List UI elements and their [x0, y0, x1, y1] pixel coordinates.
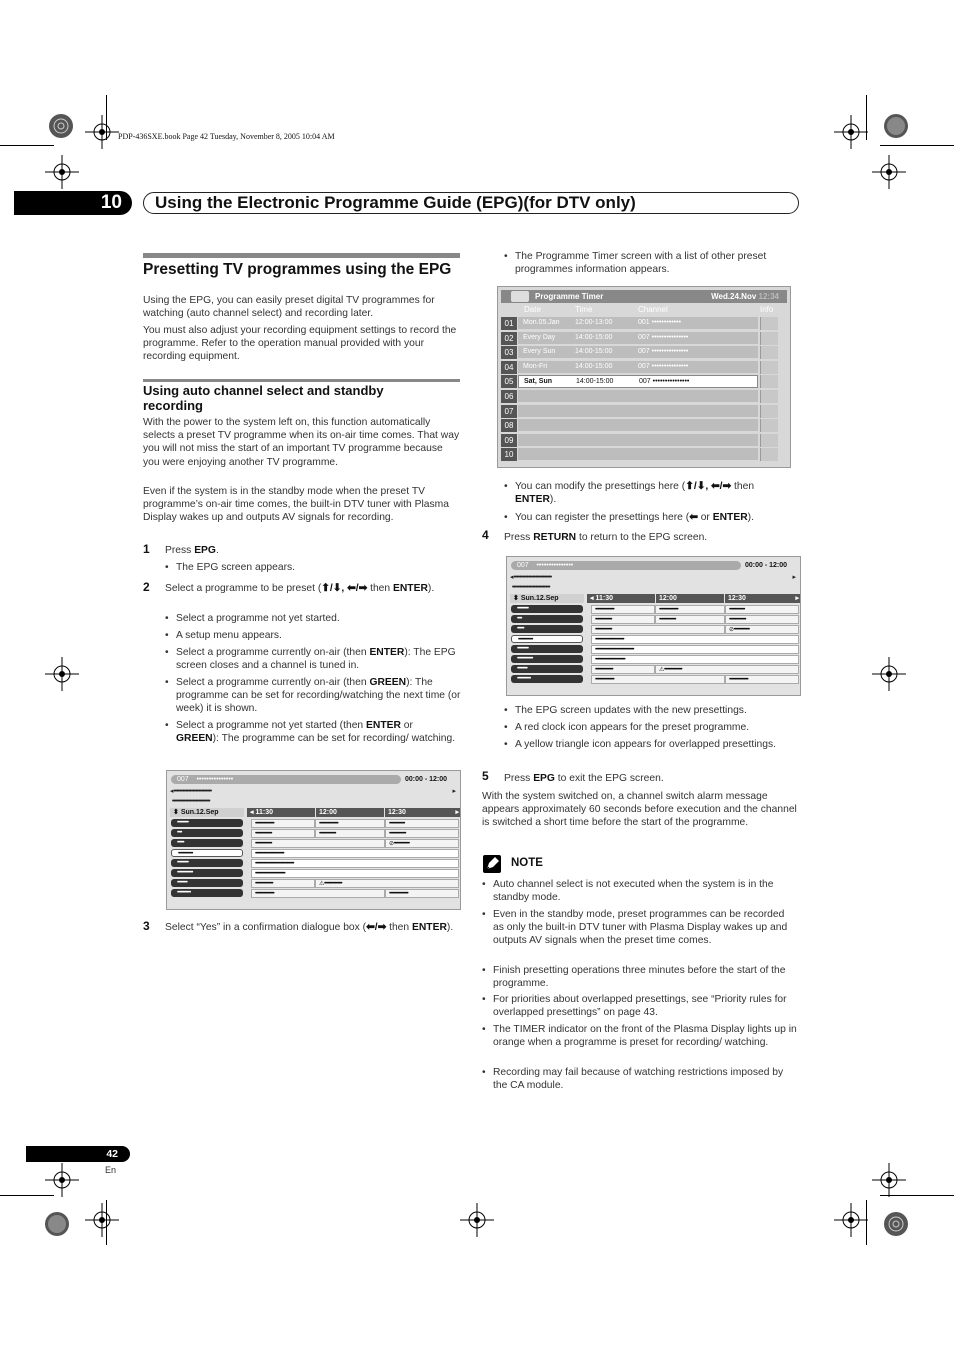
epg-programme-cell: •••••••••••••••	[315, 829, 385, 838]
programme-timer-bar	[501, 290, 787, 303]
note-item: • Recording may fail because of watching restrictions imposed by the CA module.	[482, 1066, 798, 1092]
timer-row-number: 10	[501, 448, 517, 461]
timer-row-info	[760, 390, 778, 403]
epg-channel-row: ••••••••••	[511, 605, 583, 613]
subsection-title: Using auto channel select and standby recording	[143, 383, 384, 413]
programme-timer-now: Wed.24.Nov 12:34	[711, 292, 779, 301]
epg-channel-bar: 007 •••••••••••••••	[171, 775, 401, 784]
registration-mark	[44, 109, 78, 143]
epg-channel-row: ••••	[511, 615, 583, 623]
crosshair-mark	[85, 115, 119, 149]
crosshair-mark	[834, 115, 868, 149]
timer-row-time: 14:00-15:00	[575, 348, 613, 356]
trim-line	[880, 1195, 954, 1196]
crosshair-mark	[45, 155, 79, 189]
step-text: Select “Yes” in a confirmation dialogue box (⬅/➡ then ENTER).	[165, 922, 454, 933]
language-label: En	[105, 1165, 117, 1175]
epg-time-header: 12:30 ▸	[385, 808, 461, 817]
epg-programme-cell: •••••••••••••••	[725, 615, 799, 624]
timer-row[interactable]	[518, 448, 758, 461]
epg-programme-cell: •••••••••••••••••••••••••••••••••••	[251, 859, 459, 868]
crosshair-mark	[85, 1203, 119, 1237]
bullet: • A yellow triangle icon appears for overlapped presettings.	[504, 738, 794, 751]
epg-channel-row: ••••••••••••	[171, 889, 243, 897]
epg-info-row: ◂ •••••••••••••••••••••••••• ▸	[510, 574, 795, 581]
trim-line	[866, 95, 867, 140]
timer-row[interactable]	[518, 375, 758, 388]
epg-channel-row: •••••••••••••	[171, 849, 243, 857]
epg-programme-cell: •••••••••••••••••	[725, 675, 799, 684]
trim-line	[880, 145, 954, 146]
note-item: • The TIMER indicator on the front of the Plasma Display lights up in orange when a programme is preset for recording/ watching.	[482, 1023, 800, 1049]
timer-icon	[511, 291, 529, 302]
after-paragraph: With the system switched on, a channel switch alarm message appears approximately 60 seconds before execution and the channel is switched a short time before the start of the programme.	[482, 791, 797, 829]
bullet: • The EPG screen updates with the new presettings.	[504, 704, 794, 717]
epg-programme-cell: •••••••••••••••••	[385, 889, 459, 898]
bullet: • Select a programme currently on-air (then GREEN): The programme can be set for recording/watching the next time (or week) it is shown.	[165, 676, 461, 716]
epg-time-header: ◂ 11:30	[587, 594, 655, 603]
epg-channel-row: ••••••••••	[171, 819, 243, 827]
trim-line	[106, 95, 107, 140]
note-title: NOTE	[511, 857, 543, 869]
timer-row-info	[760, 434, 778, 447]
epg-time-header: ◂ 11:30	[247, 808, 315, 817]
timer-row-number: 02	[501, 332, 517, 345]
epg-time-header: 12:00	[656, 594, 724, 603]
programme-timer-title: Programme Timer	[535, 292, 604, 301]
crosshair-mark	[872, 1163, 906, 1197]
crosshair-mark	[872, 657, 906, 691]
epg-programme-cell: •••••••••••••••••	[251, 819, 315, 828]
epg-programme-cell: •••••••••••••••••	[591, 675, 725, 684]
timer-row[interactable]	[518, 390, 758, 403]
section-title: Presetting TV programmes using the EPG	[143, 261, 452, 278]
timer-row-number: 03	[501, 346, 517, 359]
step-text: Press EPG to exit the EPG screen.	[504, 773, 664, 784]
epg-programme-cell: ⊘ ••••••••••••••	[725, 625, 799, 634]
crosshair-mark	[872, 155, 906, 189]
epg-channel-row: •••••••••	[171, 879, 243, 887]
step-number: 3	[143, 919, 150, 933]
bullet: • You can register the presettings here (⬅ or ENTER).	[504, 511, 794, 524]
crosshair-mark	[45, 657, 79, 691]
bullet: • Select a programme not yet started.	[165, 612, 457, 625]
timer-row[interactable]	[518, 346, 758, 359]
step-text: Press RETURN to return to the EPG screen.	[504, 532, 708, 543]
subsection-rule	[143, 379, 460, 382]
epg-date-header: ⬍ Sun.12.Sep	[170, 808, 244, 817]
registration-mark	[879, 109, 913, 143]
epg-programme-cell: ••••••••••••••••	[591, 665, 655, 674]
epg-programme-cell: •••••••••••••••	[385, 829, 459, 838]
epg-programme-cell: •••••••••••••••	[655, 615, 725, 624]
epg-channel-row: •••••••••••••	[511, 635, 583, 643]
timer-row-ch: 007 •••••••••••••••	[638, 333, 689, 341]
column-header-info: Info	[760, 305, 774, 314]
timer-row-info	[760, 317, 778, 330]
page-number: 42	[26, 1146, 130, 1162]
bullet: • You can modify the presettings here (⬆/⬇, ⬅/➡ then ENTER).	[504, 480, 794, 506]
epg-time-header: 12:00	[316, 808, 384, 817]
epg-programme-cell: ••••••••••••••••••••••••••	[591, 635, 799, 644]
note-item: • Auto channel select is not executed when the system is in the standby mode.	[482, 878, 798, 904]
timer-row-date: Every Sun	[523, 348, 556, 356]
epg-programme-cell: •••••••••••••••	[251, 839, 385, 848]
epg-time-range: 00:00 - 12:00	[745, 562, 788, 569]
timer-row-ch: 007 •••••••••••••••	[638, 362, 689, 370]
note-item: • Even in the standby mode, preset programmes can be recorded as only the built-in DTV tuner with Plasma Display wakes up and outputs AV signals when the preset time comes.	[482, 908, 798, 948]
timer-row-time: 14:00-15:00	[575, 333, 613, 341]
epg-programme-cell: ••••••••••••••	[385, 819, 459, 828]
epg-programme-cell: •••••••••••••••••	[591, 605, 655, 614]
timer-row-ch: 007 •••••••••••••••	[639, 378, 690, 386]
epg-channel-row: ••••••	[171, 839, 243, 847]
timer-row-number: 08	[501, 419, 517, 432]
epg-programme-cell: ••••••••••••••••••••••••••	[251, 849, 459, 858]
timer-row[interactable]	[518, 317, 758, 330]
trim-line	[0, 145, 54, 146]
column-header-channel: Channel	[638, 305, 668, 314]
epg-channel-row: ••••••••••••••	[171, 869, 243, 877]
timer-row-time: 14:00-15:00	[575, 362, 613, 370]
epg-programme-cell: •••••••••••••••••••••••••••	[591, 655, 799, 664]
step-number: 1	[143, 542, 150, 556]
timer-row-date: Every Day	[523, 333, 556, 341]
chapter-title: Using the Electronic Programme Guide (EPG)(for DTV only)	[143, 192, 799, 214]
bullet: • The EPG screen appears.	[165, 561, 455, 574]
timer-row[interactable]	[518, 405, 758, 418]
step-number: 4	[482, 528, 489, 542]
epg-programme-cell: •••••••••••••••••••••••••••••••••••	[591, 645, 799, 654]
crosshair-mark	[45, 1163, 79, 1197]
bullet: • Select a programme currently on-air (then ENTER): The EPG screen closes and a channel is tuned in.	[165, 646, 461, 672]
timer-row[interactable]	[518, 361, 758, 374]
epg-programme-cell: •••••••••••••••••••••••••••	[251, 869, 459, 878]
epg-programme-cell: •••••••••••••••••	[655, 605, 725, 614]
timer-row-date: Mon.05.Jan	[523, 319, 560, 326]
epg-channel-row: ••••••	[511, 625, 583, 633]
timer-row-number: 06	[501, 390, 517, 403]
epg-programme-cell: ••••••••••••••	[725, 605, 799, 614]
timer-row-number: 05	[501, 375, 517, 388]
step-text: Select a programme to be preset (⬆/⬇, ⬅/➡ then ENTER).	[165, 583, 435, 594]
timer-row[interactable]	[518, 332, 758, 345]
timer-row[interactable]	[518, 419, 758, 432]
epg-info-row: ◂ •••••••••••••••••••••••••• ▸	[170, 788, 455, 795]
epg-screen-2	[506, 556, 801, 696]
programme-timer-screen	[497, 286, 791, 468]
subsection-paragraph: With the power to the system left on, this function automatically selects a preset TV programme when its on-air time comes. That way you will not miss the start of an important TV programme because you were enjoying another TV programme.	[143, 417, 460, 468]
bullet: • The Programme Timer screen with a list of other preset programmes information appears.	[504, 250, 800, 276]
epg-channel-row: ••••••••••	[511, 645, 583, 653]
timer-row-date: Sat, Sun	[524, 378, 553, 386]
registration-mark	[40, 1207, 74, 1241]
trim-line	[0, 1195, 54, 1196]
epg-programme-cell: •••••••••••••••	[591, 625, 725, 634]
step-number: 2	[143, 580, 150, 594]
timer-row-number: 04	[501, 361, 517, 374]
timer-row-number: 09	[501, 434, 517, 447]
epg-info-row: ••••••••••••••••••••••••••	[170, 798, 210, 805]
bullet: • Select a programme not yet started (then ENTER or GREEN): The programme can be set for recording/ watching.	[165, 719, 457, 745]
epg-programme-cell: ⚠ ••••••••••••••••	[315, 879, 459, 888]
epg-programme-cell: •••••••••••••••	[251, 829, 315, 838]
timer-row-time: 14:00-15:00	[576, 378, 614, 386]
epg-time-range: 00:00 - 12:00	[405, 776, 448, 783]
bullet: • A setup menu appears.	[165, 629, 457, 642]
column-header-date: Date	[524, 305, 541, 314]
timer-row-info	[760, 332, 778, 345]
bullet: • A red clock icon appears for the preset programme.	[504, 721, 794, 734]
timer-row-info	[760, 346, 778, 359]
epg-channel-bar: 007 •••••••••••••••	[511, 561, 741, 570]
timer-row[interactable]	[518, 434, 758, 447]
trim-line	[106, 1200, 107, 1245]
step-text: Press EPG.	[165, 545, 219, 556]
epg-channel-row: ••••••••••	[171, 859, 243, 867]
timer-row-number: 01	[501, 317, 517, 330]
note-icon	[483, 855, 501, 873]
timer-row-info	[760, 419, 778, 432]
epg-channel-row: ••••	[171, 829, 243, 837]
epg-programme-cell: ••••••••••••••••	[251, 879, 315, 888]
epg-channel-row: •••••••••	[511, 665, 583, 673]
epg-programme-cell: ⊘ ••••••••••••••	[385, 839, 459, 848]
timer-row-ch: 007 •••••••••••••••	[638, 348, 689, 356]
timer-row-ch: 001 ••••••••••••	[638, 319, 682, 326]
timer-row-number: 07	[501, 405, 517, 418]
step-number: 5	[482, 769, 489, 783]
timer-row-time: 12:00-13:00	[575, 319, 613, 326]
timer-row-info	[760, 361, 778, 374]
chapter-number: 10	[14, 191, 132, 215]
section-rule	[143, 253, 460, 258]
timer-row-info	[760, 405, 778, 418]
trim-line	[866, 1200, 867, 1245]
epg-channel-row: ••••••••••••••	[511, 655, 583, 663]
section-paragraph: Using the EPG, you can easily preset digital TV programmes for watching (auto channel select) and recording later.	[143, 295, 435, 320]
epg-programme-cell: •••••••••••••••	[591, 615, 655, 624]
timer-row-info	[760, 448, 778, 461]
section-paragraph: You must also adjust your recording equipment settings to record the programme. Refer to the operation manual provided with your recording equipment.	[143, 325, 457, 363]
print-info: PDP-436SXE.book Page 42 Tuesday, November 8, 2005 10:04 AM	[118, 132, 335, 141]
epg-programme-cell: •••••••••••••••••	[251, 889, 385, 898]
subsection-paragraph: Even if the system is in the standby mode when the preset TV programme’s on-air time comes, the built-in DTV tuner with Plasma Display wakes up and outputs AV signals for recording.	[143, 486, 449, 524]
epg-date-header: ⬍ Sun.12.Sep	[510, 594, 584, 603]
registration-mark	[879, 1207, 913, 1241]
epg-programme-cell: •••••••••••••••••	[315, 819, 385, 828]
note-item: • For priorities about overlapped presettings, see “Priority rules for overlapped presettings” on page 43.	[482, 993, 798, 1019]
epg-screen-1	[166, 770, 461, 910]
timer-row-info	[760, 375, 778, 388]
timer-row-date: Mon-Fri	[523, 362, 548, 370]
column-header-time: Time	[575, 305, 593, 314]
epg-time-header: 12:30 ▸	[725, 594, 801, 603]
crosshair-mark	[834, 1203, 868, 1237]
epg-info-row: ••••••••••••••••••••••••••	[510, 584, 550, 591]
crosshair-mark	[460, 1203, 494, 1237]
note-item: • Finish presetting operations three minutes before the start of the programme.	[482, 964, 800, 990]
epg-channel-row: ••••••••••••	[511, 675, 583, 683]
epg-programme-cell: ⚠ ••••••••••••••••	[655, 665, 799, 674]
